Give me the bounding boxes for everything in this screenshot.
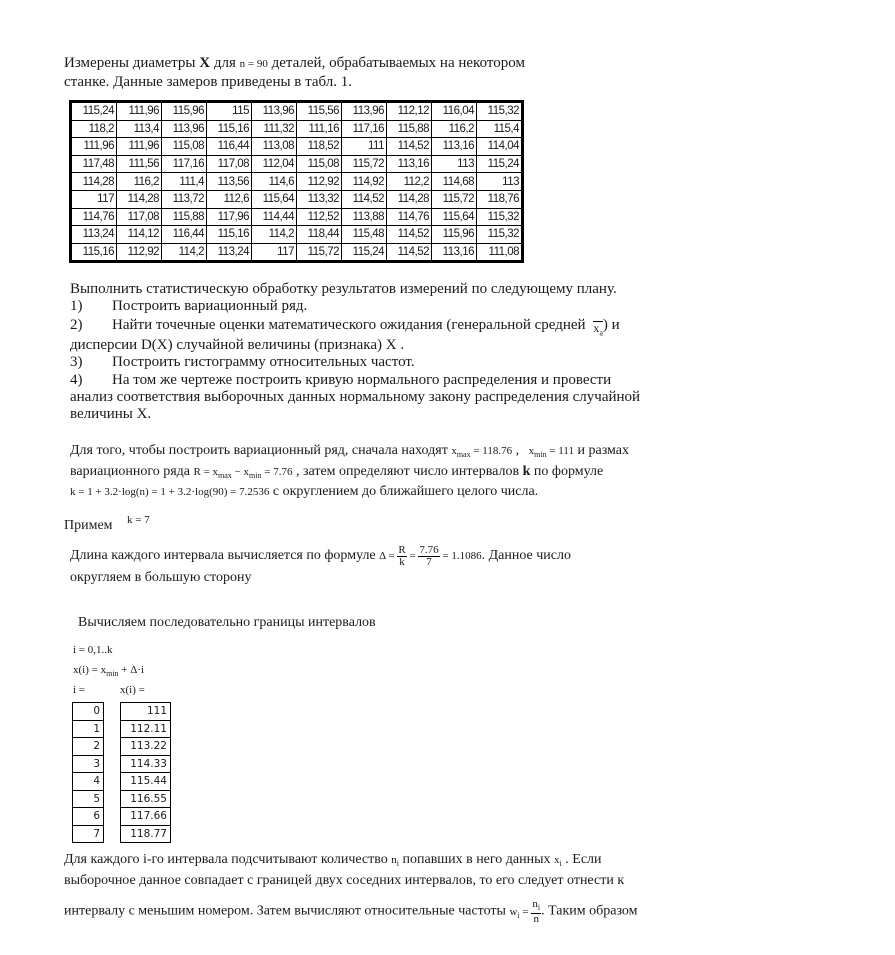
table-row	[121, 773, 171, 791]
table-cell: 111,96	[117, 138, 162, 156]
table-cell: 113,16	[432, 138, 477, 156]
variation-paragraph-line-3: k = 1 + 3.2·log(n) = 1 + 3.2·log(90) = 7.2536 с округлением до ближайшего целого числа.	[70, 484, 539, 499]
table-cell: 112,52	[297, 208, 342, 226]
table-row	[121, 738, 171, 756]
item-number: 2)	[70, 317, 83, 333]
intro-text: деталей, обрабатываемых на некотором	[267, 55, 525, 71]
measurements-table	[71, 102, 522, 261]
sample-size: n = 90	[239, 58, 268, 70]
table-row	[72, 155, 522, 173]
interval-length-line-2: округляем в большую сторону	[70, 570, 252, 585]
table-cell: 115,96	[162, 103, 207, 121]
table-cell: 115,88	[387, 120, 432, 138]
table-cell: 111,08	[477, 243, 522, 261]
table-cell: 112,6	[207, 190, 252, 208]
table-row	[73, 825, 104, 843]
table-cell: 114,28	[72, 173, 117, 191]
table-cell: 111,96	[117, 103, 162, 121]
plan-item-4-line-3: величины X.	[70, 406, 152, 422]
table-cell: 114,44	[252, 208, 297, 226]
table-cell: 113,08	[252, 138, 297, 156]
final-line-3: интервалу с меньшим номером. Затем вычисляют относительные частоты $w_i$ = $\frac{n_i}{n}$ . Таким образом	[64, 898, 638, 926]
table-cell: 115,16	[207, 120, 252, 138]
intro-line-2: станке. Данные замеров приведены в табл. 1.	[64, 74, 353, 90]
table-cell: 116,44	[162, 226, 207, 244]
table-cell: 115,96	[432, 226, 477, 244]
bounds-heading: Вычисляем последовательно границы интервалов	[78, 615, 376, 630]
table-cell: 112,92	[117, 243, 162, 261]
xi-symbol: $x_i$	[554, 854, 562, 869]
bound-cell: 116.55	[121, 790, 171, 808]
variation-paragraph-line-2: вариационного ряда $R = x_{max} - x_{min} = 7.76$ , затем определяют число интервалов k по формуле	[70, 464, 604, 481]
plan-heading: Выполнить статистическую обработку результатов измерений по следующему плану.	[70, 281, 617, 297]
intro-text: Измерены диаметры	[64, 55, 200, 71]
table-cell: 114,52	[387, 243, 432, 261]
table-cell: 113,96	[252, 103, 297, 121]
table-row	[73, 808, 104, 826]
item-text: Построить вариационный ряд.	[112, 298, 308, 314]
table-cell: 111	[342, 138, 387, 156]
intro-text: для	[210, 55, 240, 71]
table-cell: 113,24	[72, 226, 117, 244]
mean-symbol: $x_a$	[593, 321, 603, 338]
table-cell: 115,48	[342, 226, 387, 244]
table-cell: 115,4	[477, 120, 522, 138]
table-cell: 112,04	[252, 155, 297, 173]
range-formula: $R = x_{max} - x_{min} = 7.76$	[193, 466, 293, 481]
plan-item-3	[70, 354, 415, 371]
table-cell: 113,16	[432, 243, 477, 261]
table-row	[73, 703, 104, 721]
accept-label: Примем	[64, 518, 113, 533]
table-cell: 114,28	[117, 190, 162, 208]
table-cell: 113	[432, 155, 477, 173]
table-cell: 114,6	[252, 173, 297, 191]
item-text: Построить гистограмму относительных частот.	[112, 354, 415, 370]
index-cell: 7	[73, 825, 104, 843]
table-cell: 114,2	[252, 226, 297, 244]
interval-length-line-1: Длина каждого интервала вычисляется по формуле Δ = $\frac{R}{k}$ = $\frac{7.76}{7}$ = 1.1086. Данное число	[70, 544, 571, 568]
table-row	[72, 120, 522, 138]
bound-cell: 115.44	[121, 773, 171, 791]
table-cell: 114,28	[387, 190, 432, 208]
plan-item-4-line-2: анализ соответствия выборочных данных нормальному закону распределения случайной	[70, 389, 641, 405]
plan-item-2	[70, 317, 620, 338]
table-row	[73, 738, 104, 756]
table-cell: 117,08	[207, 155, 252, 173]
table-cell: 115,64	[252, 190, 297, 208]
table-row	[72, 173, 522, 191]
bound-cell: 113.22	[121, 738, 171, 756]
table-cell: 112,92	[297, 173, 342, 191]
index-cell: 3	[73, 755, 104, 773]
table-row	[72, 208, 522, 226]
table-cell: 116,44	[207, 138, 252, 156]
table-cell: 114,52	[387, 138, 432, 156]
table-cell: 118,2	[72, 120, 117, 138]
table-cell: 117	[72, 190, 117, 208]
table-cell: 117	[252, 243, 297, 261]
table-cell: 111,32	[252, 120, 297, 138]
index-cell: 1	[73, 720, 104, 738]
table-cell: 113,16	[387, 155, 432, 173]
table-cell: 113,24	[207, 243, 252, 261]
table-cell: 115,72	[432, 190, 477, 208]
table-cell: 115	[207, 103, 252, 121]
table-row	[72, 103, 522, 121]
index-cell: 6	[73, 808, 104, 826]
table-cell: 113,56	[207, 173, 252, 191]
table-row	[72, 243, 522, 261]
table-cell: 111,16	[297, 120, 342, 138]
bounds-formula: $x(i) = x_{min} + \Delta\cdot i$	[73, 664, 145, 679]
table-cell: 115,32	[477, 226, 522, 244]
xmin-formula: $x_{min} = 111$	[528, 445, 574, 460]
table-cell: 118,44	[297, 226, 342, 244]
item-number: 4)	[70, 372, 83, 388]
table-row	[73, 790, 104, 808]
table-row	[73, 720, 104, 738]
table-cell: 114,76	[387, 208, 432, 226]
table-cell: 117,08	[117, 208, 162, 226]
bound-cell: 114.33	[121, 755, 171, 773]
final-line-1: Для каждого i-го интервала подсчитывают количество $n_i$ попавших в него данных $x_i$ . Если	[64, 852, 602, 869]
accept-k-value: k = 7	[127, 514, 150, 526]
plan-item-2-line-2: дисперсии D(X) случайной величины (признака) X .	[70, 337, 405, 353]
table-cell: 118,76	[477, 190, 522, 208]
table-row	[121, 720, 171, 738]
bound-cell: 112.11	[121, 720, 171, 738]
index-table	[72, 702, 104, 843]
table-cell: 115,72	[297, 243, 342, 261]
delta-formula: Δ = $\frac{R}{k}$ = $\frac{7.76}{7}$ = 1.1086	[379, 544, 482, 568]
table-cell: 115,16	[207, 226, 252, 244]
table-cell: 114,68	[432, 173, 477, 191]
table-cell: 115,24	[72, 103, 117, 121]
table-cell: 115,32	[477, 103, 522, 121]
table-row	[121, 825, 171, 843]
table-row	[121, 790, 171, 808]
table-cell: 117,16	[162, 155, 207, 173]
table-cell: 113,96	[342, 103, 387, 121]
i-label: i =	[73, 684, 86, 696]
table-cell: 115,72	[342, 155, 387, 173]
bound-cell: 118.77	[121, 825, 171, 843]
table-cell: 113,88	[342, 208, 387, 226]
x-label: x(i) =	[120, 684, 145, 696]
table-cell: 115,08	[162, 138, 207, 156]
table-cell: 113,32	[297, 190, 342, 208]
table-cell: 111,96	[72, 138, 117, 156]
item-text: Найти точечные оценки математического ожидания (генеральной средней $x_a$) и	[112, 317, 620, 338]
table-cell: 113,4	[117, 120, 162, 138]
table-cell: 115,88	[162, 208, 207, 226]
index-cell: 0	[73, 703, 104, 721]
table-cell: 114,76	[72, 208, 117, 226]
table-row	[73, 755, 104, 773]
table-row	[72, 226, 522, 244]
table-cell: 114,04	[477, 138, 522, 156]
index-range: i = 0,1..k	[73, 644, 113, 656]
table-row	[72, 138, 522, 156]
variance-symbol: D(X)	[140, 337, 173, 353]
table-cell: 114,12	[117, 226, 162, 244]
table-cell: 112,2	[387, 173, 432, 191]
table-cell: 116,2	[432, 120, 477, 138]
table-cell: 113	[477, 173, 522, 191]
sturges-formula: k = 1 + 3.2·log(n) = 1 + 3.2·log(90) = 7.2536	[70, 486, 270, 498]
table-cell: 115,08	[297, 155, 342, 173]
table-cell: 113,96	[162, 120, 207, 138]
table-cell: 115,64	[432, 208, 477, 226]
table-cell: 115,56	[297, 103, 342, 121]
final-line-2: выборочное данное совпадает с границей двух соседних интервалов, то его следует отнести к	[64, 873, 625, 888]
table-cell: 118,52	[297, 138, 342, 156]
table-cell: 117,96	[207, 208, 252, 226]
bounds-table	[120, 702, 171, 843]
table-cell: 115,24	[342, 243, 387, 261]
table-row	[121, 755, 171, 773]
intro-line-1	[64, 55, 525, 72]
variation-paragraph-line-1: Для того, чтобы построить вариационный ряд, сначала находят $x_{max} = 118.76$ , $x_{min} = 111$ и размах	[70, 443, 629, 460]
xmax-formula: $x_{max} = 118.76$	[451, 445, 513, 460]
plan-item-4	[70, 372, 612, 389]
item-number: 1)	[70, 298, 83, 314]
plan-item-1	[70, 298, 308, 315]
table-cell: 116,2	[117, 173, 162, 191]
table-row	[121, 703, 171, 721]
table-cell: 114,2	[162, 243, 207, 261]
relative-frequency-formula: $w_i$ = $\frac{n_i}{n}$	[509, 898, 541, 926]
table-cell: 115,16	[72, 243, 117, 261]
bound-cell: 111	[121, 703, 171, 721]
table-cell: 112,12	[387, 103, 432, 121]
table-row	[73, 773, 104, 791]
ni-symbol: $n_i$	[391, 854, 399, 869]
table-row	[121, 808, 171, 826]
table-cell: 117,48	[72, 155, 117, 173]
table-cell: 114,52	[342, 190, 387, 208]
table-cell: 114,52	[387, 226, 432, 244]
table-cell: 113,72	[162, 190, 207, 208]
table-row	[72, 190, 522, 208]
item-number: 3)	[70, 354, 83, 370]
table-cell: 116,04	[432, 103, 477, 121]
index-cell: 4	[73, 773, 104, 791]
table-cell: 111,56	[117, 155, 162, 173]
variable-x: X	[199, 55, 211, 71]
table-cell: 115,24	[477, 155, 522, 173]
item-text: На том же чертеже построить кривую нормального распределения и провести	[112, 372, 612, 388]
table-cell: 111,4	[162, 173, 207, 191]
table-cell: 117,16	[342, 120, 387, 138]
index-cell: 2	[73, 738, 104, 756]
index-cell: 5	[73, 790, 104, 808]
table-cell: 115,32	[477, 208, 522, 226]
bound-cell: 117.66	[121, 808, 171, 826]
table-cell: 114,92	[342, 173, 387, 191]
